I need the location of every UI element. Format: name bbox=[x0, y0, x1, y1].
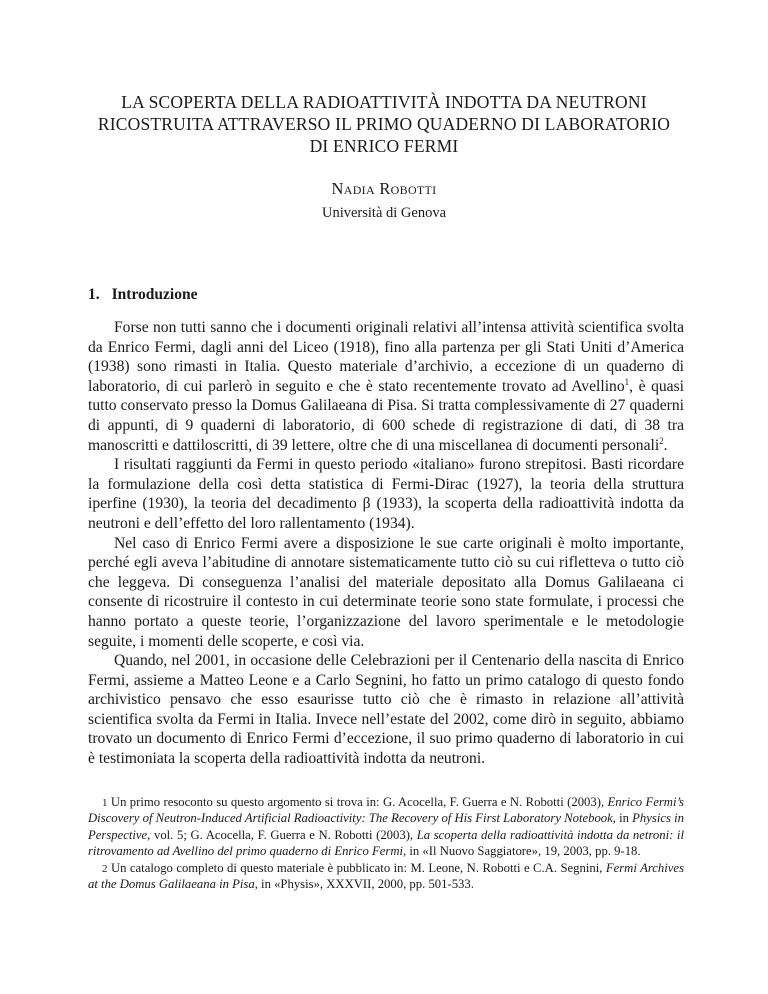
paragraph-text: . bbox=[663, 436, 668, 454]
footnote bbox=[88, 794, 684, 860]
footnote-title: Enrico Fermi’s Discovery of Neutron-Induced Artificial Radioactivity: The Recovery of His First Laboratory Notebook bbox=[88, 795, 684, 826]
footnote-text: vol. 5; G. Acocella, F. Guerra e N. Robotti (2003), bbox=[150, 827, 417, 842]
section-number: 1. bbox=[88, 286, 100, 303]
footnote-mark: 1 bbox=[102, 797, 108, 809]
footnote-text: Un primo resoconto su questo argomento si trova in: G. Acocella, F. Guerra e N. Robotti (2003), bbox=[110, 795, 608, 809]
footnote-text: Un catalogo completo di questo materiale è pubblicato in: M. Leone, N. Robotti e C.A. Segnini, bbox=[110, 860, 606, 875]
footnote bbox=[88, 860, 684, 893]
body-text bbox=[88, 318, 684, 769]
footnote-ref[interactable]: 2 bbox=[659, 435, 664, 446]
paragraph: Quando, nel 2001, in occasione delle Celebrazioni per il Centenario della nascita di Enrico Fermi, assieme a Matteo Leone e a Carlo Segnini, ho fatto un primo catalogo di questo fondo archivistico pensavo che esso esaurisse tutto ciò che è rimasto in relazione all’attività scientifica svolta da Fermi in Italia. Invece nell’estate del 2002, come dirò in seguito, abbiamo trovato un documento di Enrico Fermi d’eccezione, il suo primo quaderno di laboratorio in cui è testimoniata la scoperta della radioattività indotta da neutroni. bbox=[88, 652, 684, 768]
footnote-journal: Physics in Perspective, bbox=[88, 811, 684, 842]
footnote-mark: 2 bbox=[102, 862, 108, 875]
footnote-title: Fermi Archives at the Domus Galilaeana in Pisa bbox=[88, 860, 685, 892]
paragraph-text: Forse non tutti sanno che i documenti originali relativi all’intensa attività scientifica svolta da Enrico Fermi, dagli anni del Liceo (1918), fino alla partenza per gli Stati Uniti d’America (1938) sono rimasti in Italia. Questo materiale d’archivio, a eccezione di un quaderno di laboratorio, di cui parlerò in seguito e che è stato recentemente trovato ad Avellino bbox=[88, 319, 684, 395]
section-title: Introduzione bbox=[111, 286, 198, 303]
footnote-title: La scoperta della radioattività indotta da netroni: il ritrovamento ad Avellino del primo quaderno di Enrico Fermi bbox=[88, 827, 684, 859]
paragraph bbox=[88, 318, 684, 455]
author-affiliation: Università di Genova bbox=[321, 205, 447, 221]
title-line: LA SCOPERTA DELLA RADIOATTIVITÀ INDOTTA DA NEUTRONI bbox=[121, 92, 647, 112]
section-heading bbox=[88, 286, 197, 304]
paragraph: I risultati raggiunti da Fermi in questo periodo «italiano» furono strepitosi. Basti ricordare la formulazione della così detta statistica di Fermi-Dirac (1927), la teoria della struttura iperfine (1930), la teoria del decadimento β (1933), la scoperta della radioattività indotta da neutroni e dell’effetto del loro rallentamento (1934). bbox=[88, 456, 684, 532]
paragraph: Nel caso di Enrico Fermi avere a disposizione le sue carte originali è molto importante, perché egli aveva l’abitudine di annotare sistematicamente tutto ciò su cui rifletteva o tutto ciò che leggeva. Di conseguenza l’analisi del materiale depositato alla Domus Galilaeana ci consente di ricostruire il contesto in cui determinate teorie sono state formulate, i processi che hanno portato a queste teorie, l’organizzazione del lavoro sperimentale e le metodologie seguite, i momenti delle scoperte, e così via. bbox=[88, 534, 684, 650]
footnote-text: , in «Il Nuovo Saggiatore», 19, 2003, pp. 9-18. bbox=[403, 844, 641, 859]
footnote-ref[interactable]: 1 bbox=[624, 376, 630, 387]
paragraph-text: , è quasi tutto conservato presso la Domus Galilaeana di Pisa. Si tratta complessivamente di 27 quaderni di appunti, di 9 quaderni di laboratorio, di 600 schede di registrazione di dati, di 38 tra manoscritti e dattiloscritti, di 39 lettere, oltre che di una miscellanea di documenti personali bbox=[88, 377, 684, 454]
author-name: Nadia Robotti bbox=[331, 179, 437, 198]
footnote-text: , in bbox=[612, 811, 633, 826]
title-line: DI ENRICO FERMI bbox=[309, 136, 459, 156]
footnotes bbox=[88, 794, 684, 892]
footnote-text: , in «Physis», XXXVII, 2000, pp. 501-533. bbox=[254, 877, 474, 892]
article-title bbox=[60, 91, 708, 157]
title-line: RICOSTRUITA ATTRAVERSO IL PRIMO QUADERNO DI LABORATORIO bbox=[97, 114, 671, 134]
